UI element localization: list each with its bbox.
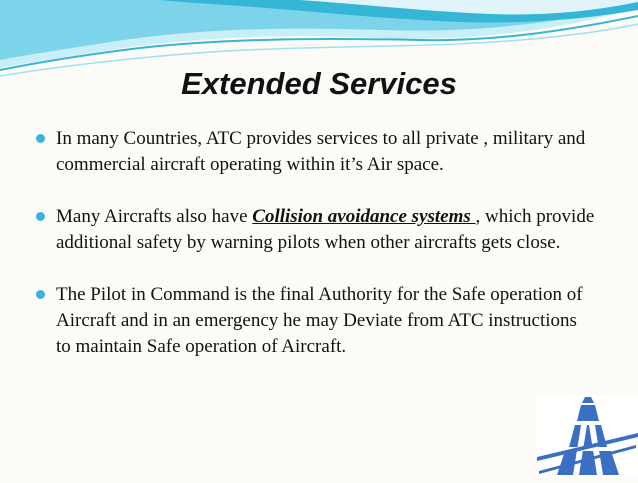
bullet-item bbox=[36, 204, 596, 256]
bullet-item bbox=[36, 126, 596, 178]
bullet-dot-icon bbox=[36, 290, 45, 299]
bullet-dot-icon bbox=[36, 212, 45, 221]
bullet-text: The Pilot in Command is the final Authority for the Safe operation of Aircraft and in an emergency he may Deviate from ATC instructions to maintain Safe operation of Aircraft. bbox=[56, 284, 583, 357]
airport-authority-logo-icon bbox=[537, 395, 638, 478]
bullet-emphasis: Collision avoidance systems bbox=[252, 206, 476, 227]
bullet-text-lead: Many Aircrafts also have bbox=[56, 206, 253, 227]
bullet-list bbox=[36, 126, 596, 360]
bullet-dot-icon bbox=[36, 134, 45, 143]
bullet-item bbox=[36, 282, 596, 360]
slide-title: Extended Services bbox=[181, 66, 457, 101]
bullet-text-tail: , which provide additional safety by warning pilots when other aircrafts gets close. bbox=[56, 206, 595, 253]
bullet-text: In many Countries, ATC provides services to all private , military and commercial aircraft operating within it’s Air space. bbox=[56, 128, 586, 175]
